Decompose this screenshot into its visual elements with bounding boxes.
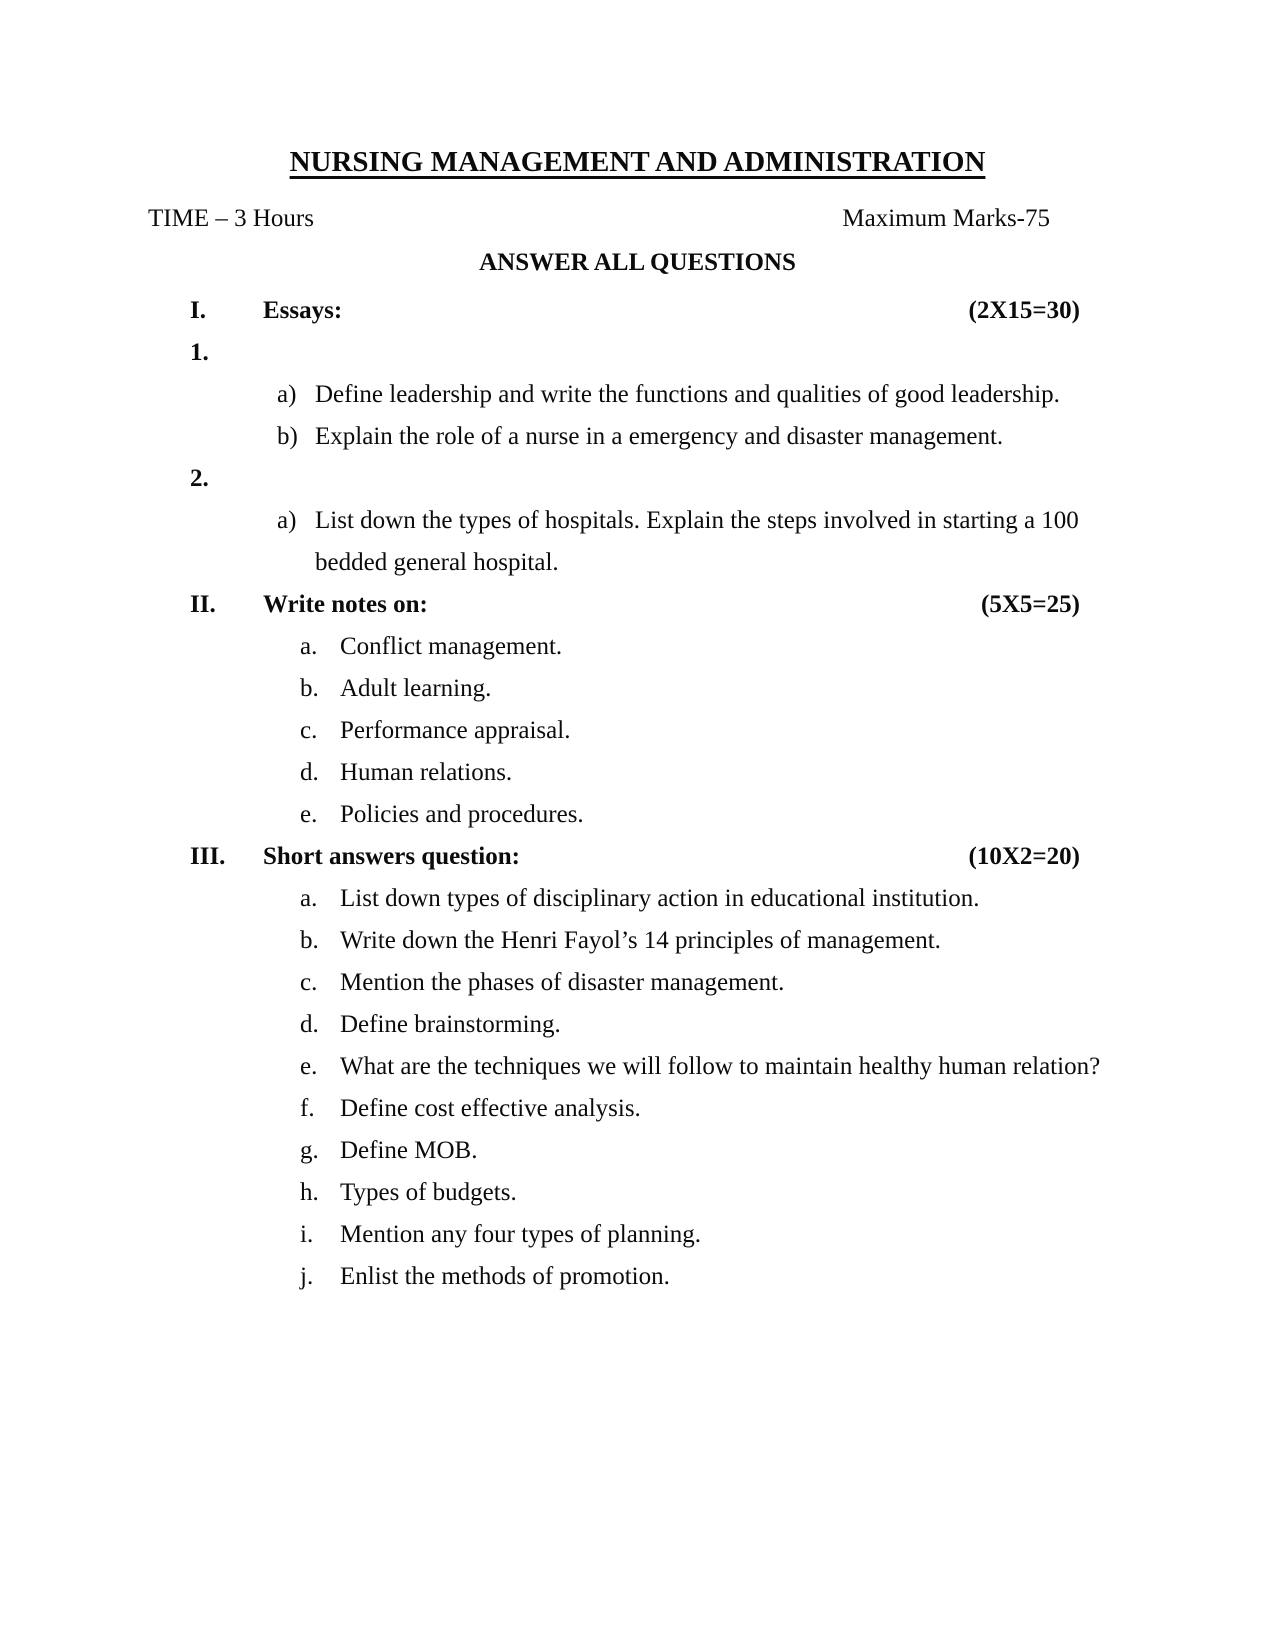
item-text: Policies and procedures. — [340, 801, 584, 828]
item-marker: c. — [300, 717, 318, 744]
question-2-number: 2. — [190, 465, 209, 492]
section-ii-title: Write notes on: — [263, 591, 428, 618]
question-item — [148, 1172, 1127, 1214]
item-text: Define leadership and write the functions and qualities of good leadership. — [315, 381, 1060, 408]
item-text: Define brainstorming. — [340, 1011, 561, 1038]
item-text: Write down the Henri Fayol’s 14 principles of management. — [340, 927, 941, 954]
question-item — [148, 794, 1127, 836]
question-item — [148, 1214, 1127, 1256]
item-marker: b. — [300, 927, 319, 954]
item-text: What are the techniques we will follow to maintain healthy human relation? — [340, 1053, 1101, 1080]
item-marker: e. — [300, 801, 318, 828]
question-1-number: 1. — [190, 339, 209, 366]
question-item — [148, 416, 1127, 458]
item-text: Explain the role of a nurse in a emergency and disaster management. — [315, 423, 1004, 450]
item-text: Conflict management. — [340, 633, 563, 660]
item-marker: d. — [300, 759, 319, 786]
item-text: List down types of disciplinary action in educational institution. — [340, 885, 980, 912]
question-item — [148, 1046, 1127, 1088]
item-marker: j. — [300, 1263, 314, 1290]
answer-all-instruction: ANSWER ALL QUESTIONS — [479, 249, 796, 276]
question-item — [148, 1004, 1127, 1046]
question-item — [148, 710, 1127, 752]
section-ii-marks: (5X5=25) — [981, 591, 1080, 618]
item-text: Mention any four types of planning. — [340, 1221, 702, 1248]
item-marker: a) — [277, 507, 297, 534]
item-marker: a) — [277, 381, 297, 408]
question-item — [148, 920, 1127, 962]
question-item — [148, 374, 1127, 416]
page-title: NURSING MANAGEMENT AND ADMINISTRATION — [289, 146, 986, 178]
section-iii-numeral: III. — [190, 843, 226, 870]
item-text: Adult learning. — [340, 675, 492, 702]
item-text: Enlist the methods of promotion. — [340, 1263, 670, 1290]
section-i-marks: (2X15=30) — [968, 297, 1080, 324]
item-text: Types of budgets. — [340, 1179, 517, 1206]
question-item — [148, 962, 1127, 1004]
section-i-title: Essays: — [263, 297, 343, 324]
item-marker: e. — [300, 1053, 318, 1080]
question-item — [148, 626, 1127, 668]
section-ii-heading — [148, 584, 1127, 626]
item-marker: b) — [277, 423, 298, 450]
question-item — [148, 1088, 1127, 1130]
maximum-marks-label: Maximum Marks-75 — [842, 205, 1050, 232]
item-marker: f. — [300, 1095, 315, 1122]
question-item — [148, 668, 1127, 710]
item-marker: h. — [300, 1179, 319, 1206]
item-marker: a. — [300, 885, 318, 912]
item-marker: i. — [300, 1221, 314, 1248]
item-text: Human relations. — [340, 759, 513, 786]
section-iii-heading — [148, 836, 1127, 878]
section-iii-title: Short answers question: — [263, 843, 520, 870]
exam-meta-row — [148, 198, 1127, 240]
section-ii-numeral: II. — [190, 591, 216, 618]
question-item — [148, 752, 1127, 794]
item-text: List down the types of hospitals. Explain the steps involved in starting a 100 bedded general hospital. — [315, 507, 1079, 576]
section-i-numeral: I. — [190, 297, 206, 324]
item-text: Performance appraisal. — [340, 717, 571, 744]
time-allowed-label: TIME – 3 Hours — [148, 205, 314, 232]
item-marker: g. — [300, 1137, 319, 1164]
question-item — [148, 1256, 1127, 1298]
document-body — [148, 198, 1127, 1298]
item-text: Define MOB. — [340, 1137, 478, 1164]
section-iii-marks: (10X2=20) — [968, 843, 1080, 870]
item-text: Define cost effective analysis. — [340, 1095, 641, 1122]
question-item — [148, 878, 1127, 920]
section-i-heading — [148, 290, 1127, 332]
question-item — [148, 500, 1127, 584]
question-item — [148, 1130, 1127, 1172]
item-marker: c. — [300, 969, 318, 996]
item-marker: a. — [300, 633, 318, 660]
item-marker: b. — [300, 675, 319, 702]
item-text: Mention the phases of disaster management. — [340, 969, 785, 996]
item-marker: d. — [300, 1011, 319, 1038]
